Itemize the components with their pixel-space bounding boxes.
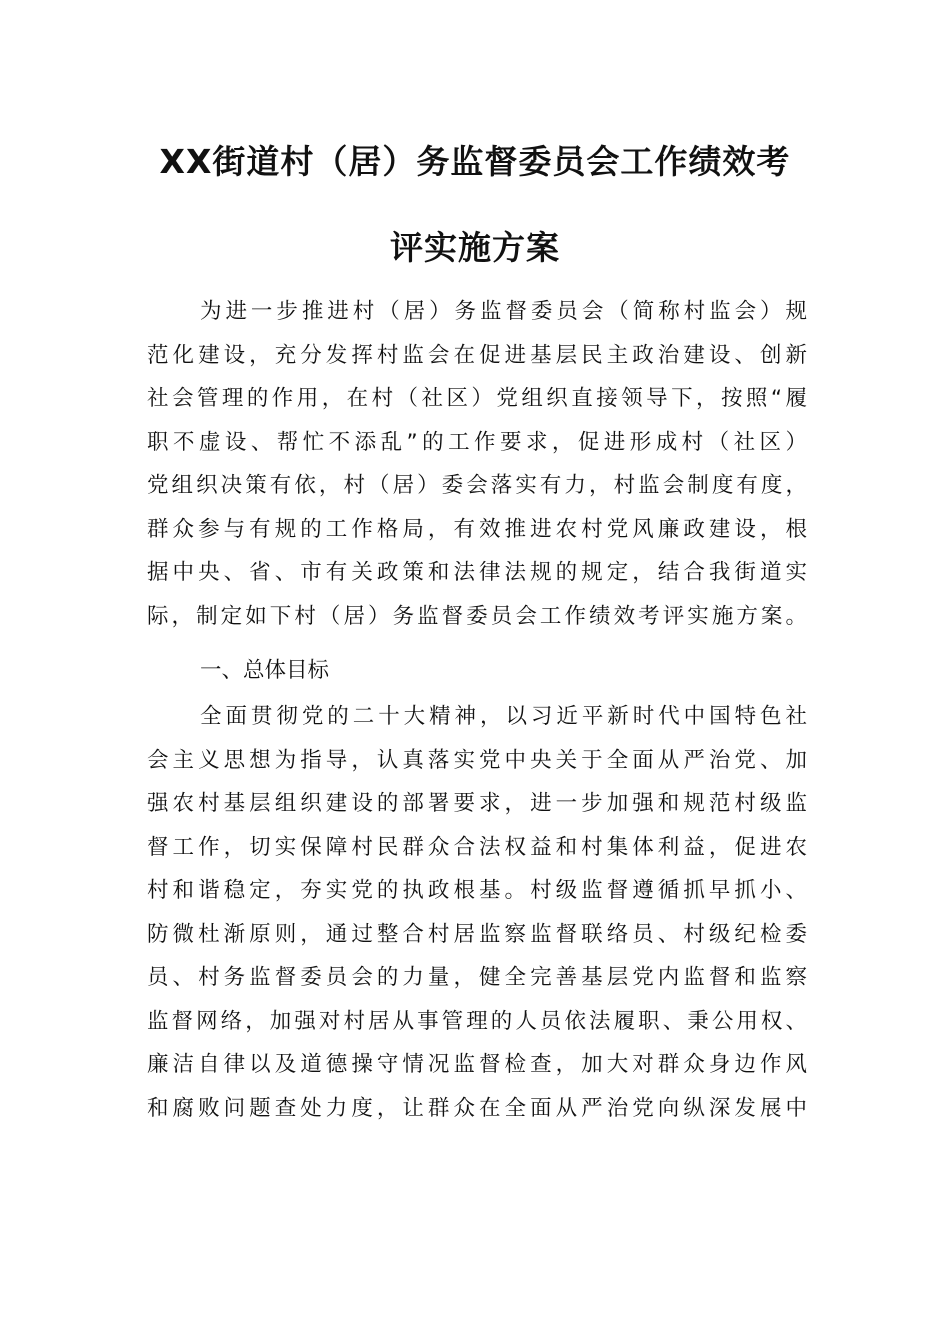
goal-paragraph (147, 695, 807, 1130)
paragraph-line: 监督网络，加强对村居从事管理的人员依法履职、秉公用权、 (147, 1008, 807, 1034)
paragraph-line: 社会管理的作用，在村（社区）党组织直接领导下，按照“履 (147, 386, 807, 411)
paragraph-line: 为进一步推进村（居）务监督委员会（简称村监会）规 (200, 299, 807, 324)
paragraph-line: 强农村基层组织建设的部署要求，进一步加强和规范村级监 (147, 791, 807, 816)
document-title-line-2: 评实施方案 (390, 228, 560, 267)
paragraph-line: 村和谐稳定，夯实党的执政根基。村级监督遵循抓早抓小、 (147, 878, 807, 903)
paragraph-line: 职不虚设、帮忙不添乱”的工作要求，促进形成村（社区） (147, 429, 807, 455)
section-heading-text: 一、总体目标 (200, 658, 330, 683)
document-title-line-1: XX街道村（居）务监督委员会工作绩效考 (159, 142, 791, 181)
paragraph-line: 据中央、省、市有关政策和法律法规的规定，结合我街道实 (147, 560, 807, 585)
paragraph-line: 全面贯彻党的二十大精神，以习近平新时代中国特色社 (200, 704, 807, 729)
paragraph-line: 群众参与有规的工作格局，有效推进农村党风廉政建设，根 (147, 516, 807, 542)
section-heading (147, 649, 807, 693)
paragraph-line: 际，制定如下村（居）务监督委员会工作绩效考评实施方案。 (147, 603, 807, 629)
intro-paragraph (147, 290, 807, 638)
paragraph-line: 会主义思想为指导，认真落实党中央关于全面从严治党、加 (147, 747, 807, 773)
paragraph-line: 防微杜渐原则，通过整合村居监察监督联络员、村级纪检委 (147, 921, 807, 947)
paragraph-line: 员、村务监督委员会的力量，健全完善基层党内监督和监察 (147, 965, 807, 990)
paragraph-line: 范化建设，充分发挥村监会在促进基层民主政治建设、创新 (147, 342, 807, 368)
paragraph-line: 党组织决策有依，村（居）委会落实有力，村监会制度有度， (147, 473, 807, 498)
paragraph-line: 廉洁自律以及道德操守情况监督检查，加大对群众身边作风 (147, 1052, 807, 1077)
paragraph-line: 督工作，切实保障村民群众合法权益和村集体利益，促进农 (147, 834, 807, 860)
paragraph-line: 和腐败问题查处力度，让群众在全面从严治党向纵深发展中 (147, 1095, 807, 1121)
